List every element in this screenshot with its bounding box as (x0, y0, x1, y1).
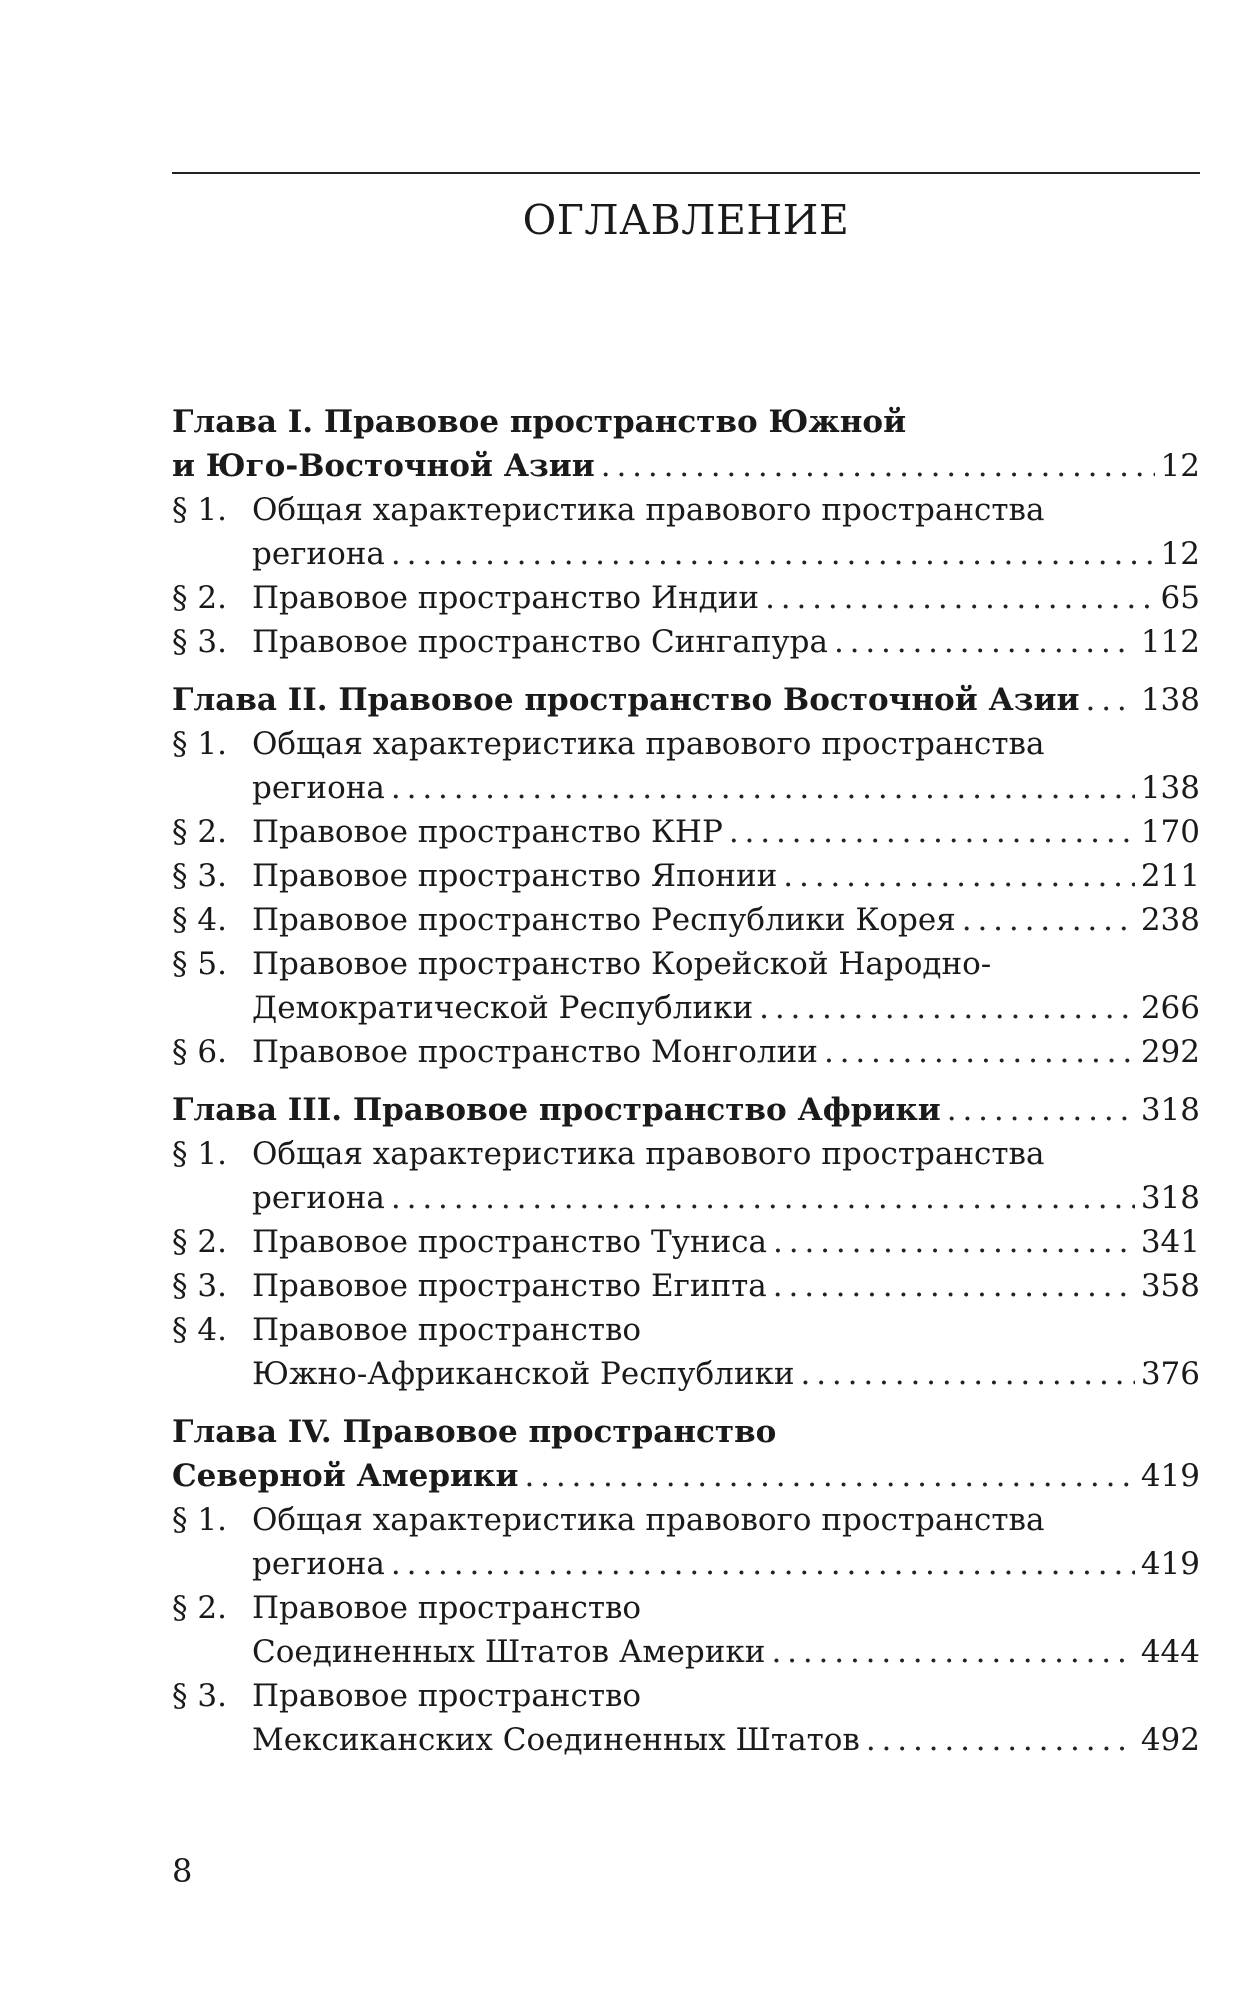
dot-leader (1086, 678, 1135, 722)
toc-section (172, 722, 1200, 810)
section-title: Демократической Республики (252, 990, 754, 1026)
chapter-heading-line (172, 1454, 1200, 1498)
dot-leader (771, 1630, 1134, 1674)
dot-leader (524, 1454, 1134, 1498)
toc-section (172, 1674, 1200, 1762)
section-page: 266 (1140, 990, 1200, 1026)
section-number: § 1. (172, 1502, 227, 1538)
section-page: 358 (1140, 1268, 1200, 1304)
dot-leader (824, 1030, 1135, 1074)
section-number: § 2. (172, 1590, 227, 1626)
section-number: § 4. (172, 1312, 227, 1348)
chapter-heading-line (172, 444, 1200, 488)
section-line (172, 620, 1200, 664)
section-line (172, 1132, 1200, 1176)
section-page: 419 (1140, 1546, 1200, 1582)
section-title: региона (252, 1546, 385, 1582)
section-page: 341 (1140, 1224, 1200, 1260)
chapter-heading (172, 1088, 1200, 1132)
section-title: Соединенных Штатов Америки (252, 1634, 766, 1670)
page-number: 8 (172, 1852, 193, 1890)
toc-section (172, 1308, 1200, 1396)
section-line (172, 1308, 1200, 1352)
chapter-page: 12 (1160, 448, 1200, 484)
dot-leader (801, 1352, 1135, 1396)
section-line (172, 942, 1200, 986)
toc-section (172, 854, 1200, 898)
toc-chapter (172, 678, 1200, 1074)
dot-leader (773, 1264, 1135, 1308)
chapter-page: 419 (1140, 1458, 1200, 1494)
toc-section (172, 1498, 1200, 1586)
section-page: 318 (1140, 1180, 1200, 1216)
section-number: § 1. (172, 492, 227, 528)
section-title: Правовое пространство Республики Корея (252, 902, 956, 938)
toc-section (172, 620, 1200, 664)
dot-leader (773, 1220, 1135, 1264)
section-page: 292 (1140, 1034, 1200, 1070)
dot-leader (866, 1718, 1135, 1762)
section-number: § 5. (172, 946, 227, 982)
section-number: § 2. (172, 1224, 227, 1260)
dot-leader (759, 986, 1135, 1030)
toc-section (172, 1220, 1200, 1264)
section-title: Мексиканских Соединенных Штатов (252, 1722, 860, 1758)
section-number: § 2. (172, 580, 227, 616)
dot-leader (765, 576, 1154, 620)
chapter-page: 138 (1140, 682, 1200, 718)
toc-section (172, 1030, 1200, 1074)
dot-leader (391, 1176, 1135, 1220)
section-page: 65 (1160, 580, 1200, 616)
toc-section (172, 810, 1200, 854)
section-title: Правовое пространство Туниса (252, 1224, 768, 1260)
section-number: § 2. (172, 814, 227, 850)
dot-leader (391, 1542, 1135, 1586)
top-rule (172, 172, 1200, 174)
chapter-page: 318 (1140, 1092, 1200, 1128)
section-line (172, 854, 1200, 898)
section-title: региона (252, 1180, 385, 1216)
section-page: 12 (1160, 536, 1200, 572)
section-page: 444 (1140, 1634, 1200, 1670)
table-of-contents (172, 400, 1200, 1776)
section-line (172, 532, 1200, 576)
section-line (172, 1630, 1200, 1674)
section-number: § 6. (172, 1034, 227, 1070)
section-page: 138 (1140, 770, 1200, 806)
dot-leader (834, 620, 1135, 664)
section-line (172, 986, 1200, 1030)
section-number: § 4. (172, 902, 227, 938)
section-line (172, 898, 1200, 942)
toc-section (172, 488, 1200, 576)
toc-section (172, 1132, 1200, 1220)
section-line (172, 810, 1200, 854)
section-title: Правовое пространство Японии (252, 858, 778, 894)
section-line (172, 576, 1200, 620)
section-title: Правовое пространство Сингапура (252, 624, 828, 660)
section-title: Правовое пространство Монголии (252, 1034, 818, 1070)
section-line (172, 488, 1200, 532)
section-title: Общая характеристика правового пространства (252, 1136, 1045, 1172)
toc-chapter (172, 400, 1200, 664)
dot-leader (601, 444, 1155, 488)
section-line (172, 1030, 1200, 1074)
chapter-heading (172, 400, 1200, 488)
chapter-heading (172, 1410, 1200, 1498)
section-title: региона (252, 770, 385, 806)
dot-leader (783, 854, 1135, 898)
section-title: Правовое пространство (252, 1678, 642, 1714)
section-line (172, 1176, 1200, 1220)
toc-chapter (172, 1410, 1200, 1762)
toc-section (172, 942, 1200, 1030)
chapter-title: Глава III. Правовое пространство Африки (172, 1092, 941, 1128)
section-line (172, 766, 1200, 810)
chapter-heading (172, 678, 1200, 722)
section-title: Общая характеристика правового пространства (252, 492, 1045, 528)
section-page: 112 (1140, 624, 1200, 660)
section-line (172, 1498, 1200, 1542)
chapter-title: Глава IV. Правовое пространство (172, 1414, 777, 1450)
dot-leader (947, 1088, 1135, 1132)
chapter-title: и Юго-Восточной Азии (172, 448, 595, 484)
section-number: § 3. (172, 1268, 227, 1304)
section-page: 211 (1140, 858, 1200, 894)
chapter-title: Глава I. Правовое пространство Южной (172, 404, 907, 440)
chapter-heading-line (172, 678, 1200, 722)
chapter-heading-line (172, 400, 1200, 444)
section-title: Правовое пространство КНР (252, 814, 723, 850)
section-title: Правовое пространство (252, 1590, 642, 1626)
section-title: Южно-Африканской Республики (252, 1356, 795, 1392)
section-title: региона (252, 536, 385, 572)
section-page: 238 (1140, 902, 1200, 938)
chapter-title: Глава II. Правовое пространство Восточной Азии (172, 682, 1080, 718)
section-line (172, 1220, 1200, 1264)
section-line (172, 1542, 1200, 1586)
section-line (172, 1586, 1200, 1630)
section-number: § 1. (172, 726, 227, 762)
chapter-heading-line (172, 1410, 1200, 1454)
section-line (172, 722, 1200, 766)
section-number: § 3. (172, 624, 227, 660)
section-page: 492 (1140, 1722, 1200, 1758)
section-title: Правовое пространство Индии (252, 580, 760, 616)
chapter-title: Северной Америки (172, 1458, 519, 1494)
section-page: 376 (1140, 1356, 1200, 1392)
section-page: 170 (1140, 814, 1200, 850)
section-title: Правовое пространство Корейской Народно- (252, 946, 992, 982)
section-line (172, 1264, 1200, 1308)
page-title: ОГЛАВЛЕНИЕ (522, 196, 850, 244)
toc-section (172, 576, 1200, 620)
toc-section (172, 1264, 1200, 1308)
section-title: Общая характеристика правового пространства (252, 726, 1045, 762)
section-title: Правовое пространство (252, 1312, 642, 1348)
section-title: Правовое пространство Египта (252, 1268, 767, 1304)
dot-leader (391, 532, 1155, 576)
dot-leader (391, 766, 1135, 810)
section-number: § 1. (172, 1136, 227, 1172)
section-line (172, 1718, 1200, 1762)
toc-section (172, 898, 1200, 942)
dot-leader (729, 810, 1135, 854)
section-number: § 3. (172, 1678, 227, 1714)
section-title: Общая характеристика правового пространства (252, 1502, 1045, 1538)
dot-leader (962, 898, 1135, 942)
toc-section (172, 1586, 1200, 1674)
section-line (172, 1352, 1200, 1396)
chapter-heading-line (172, 1088, 1200, 1132)
section-line (172, 1674, 1200, 1718)
toc-chapter (172, 1088, 1200, 1396)
section-number: § 3. (172, 858, 227, 894)
